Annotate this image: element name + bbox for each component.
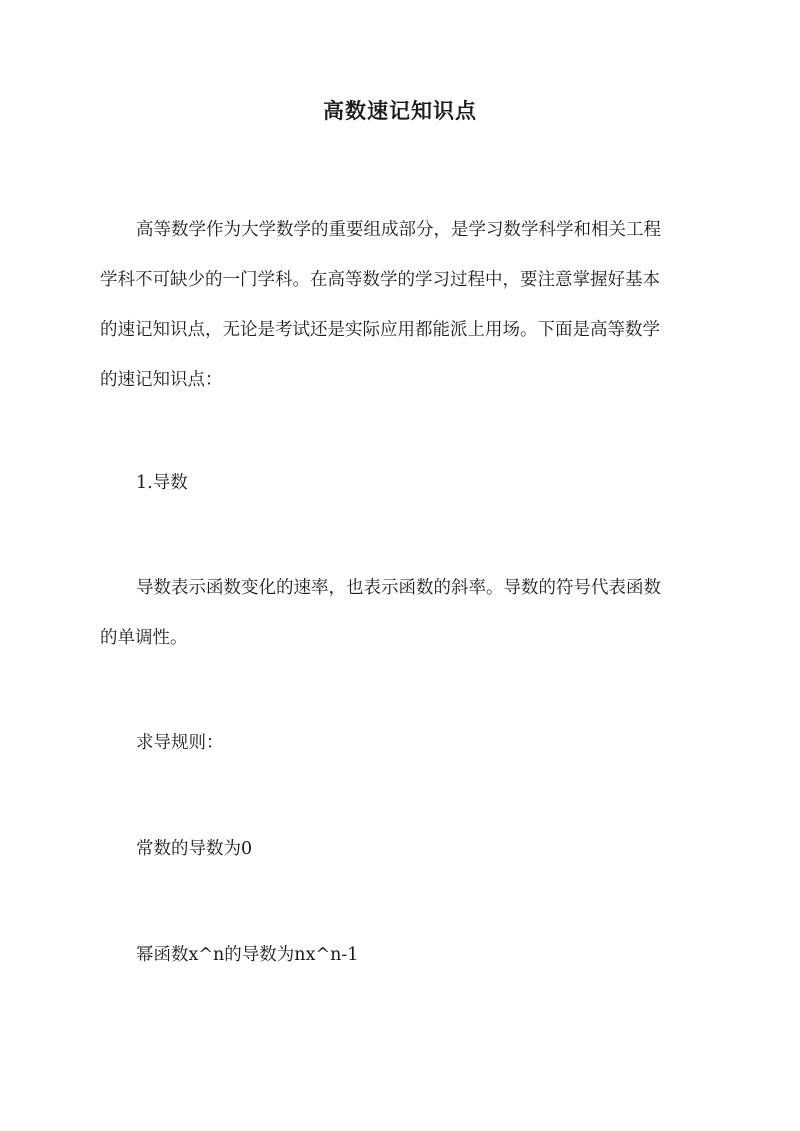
definition-line: 的单调性。 — [100, 628, 188, 648]
intro-paragraph — [100, 205, 700, 405]
intro-line: 的速记知识点，无论是考试还是实际应用都能派上用场。下面是高等数学 — [100, 320, 660, 340]
definition-line: 导数表示函数变化的速率，也表示函数的斜率。导数的符号代表函数 — [136, 578, 661, 598]
intro-line: 高等数学作为大学数学的重要组成部分，是学习数学科学和相关工程 — [136, 220, 661, 240]
definition-paragraph — [100, 563, 700, 663]
rule-power: 幂函数x^n的导数为nx^n-1 — [136, 945, 359, 965]
intro-line: 学科不可缺少的一门学科。在高等数学的学习过程中，要注意掌握好基本 — [100, 270, 660, 290]
rule-constant: 常数的导数为0 — [136, 839, 253, 859]
rules-heading: 求导规则： — [136, 733, 224, 753]
document-title: 高数速记知识点 — [323, 98, 477, 123]
intro-line: 的速记知识点： — [100, 370, 223, 390]
section-heading-derivative: 1.导数 — [136, 473, 188, 493]
